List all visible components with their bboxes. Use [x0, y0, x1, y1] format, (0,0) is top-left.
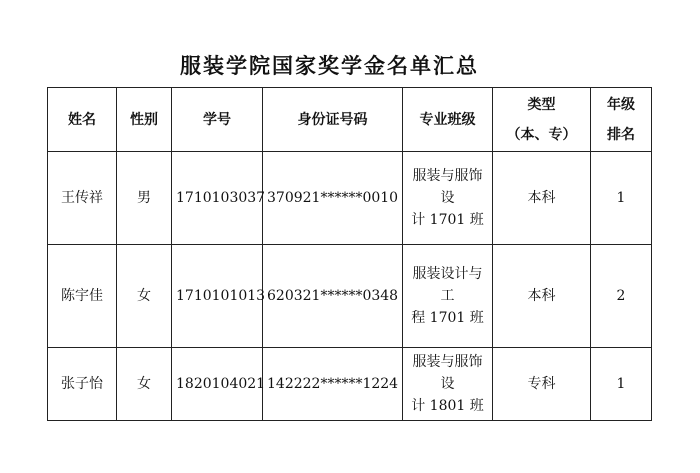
header-type-line2: （本、专） — [506, 126, 577, 143]
header-type-line1: 类型 — [527, 96, 556, 113]
cell-gender: 女 — [117, 348, 172, 421]
header-major-class: 专业班级 — [403, 88, 493, 152]
document-title: 服装学院国家奖学金名单汇总 — [180, 53, 479, 78]
header-rank — [591, 88, 652, 152]
cell-name: 王传祥 — [48, 152, 117, 245]
cell-student-id: 1710101013 — [172, 245, 263, 348]
cell-major-line1: 服装与服饰设 — [412, 168, 483, 206]
cell-major-line1: 服装与服饰设 — [412, 354, 483, 392]
cell-student-id: 1710103037 — [172, 152, 263, 245]
cell-rank: 2 — [591, 245, 652, 348]
table-row — [48, 245, 652, 348]
cell-major-line2: 程 1701 班 — [411, 310, 484, 326]
cell-major-class — [403, 348, 493, 421]
cell-major-line1: 服装设计与工 — [412, 266, 483, 304]
cell-id-number: 620321******0348 — [263, 245, 403, 348]
cell-gender: 男 — [117, 152, 172, 245]
cell-rank: 1 — [591, 152, 652, 245]
cell-name: 陈宇佳 — [48, 245, 117, 348]
header-type — [493, 88, 591, 152]
scholarship-table — [47, 87, 652, 421]
cell-gender: 女 — [117, 245, 172, 348]
cell-major-line2: 计 1801 班 — [411, 398, 484, 414]
table-row — [48, 348, 652, 421]
header-id-number: 身份证号码 — [263, 88, 403, 152]
header-gender: 性别 — [117, 88, 172, 152]
cell-name: 张子怡 — [48, 348, 117, 421]
cell-id-number: 142222******1224 — [263, 348, 403, 421]
header-rank-line2: 排名 — [607, 126, 635, 143]
cell-major-class — [403, 245, 493, 348]
cell-type: 专科 — [493, 348, 591, 421]
table-row — [48, 152, 652, 245]
cell-type: 本科 — [493, 152, 591, 245]
table-header-row — [48, 88, 652, 152]
cell-id-number: 370921******0010 — [263, 152, 403, 245]
cell-type: 本科 — [493, 245, 591, 348]
header-name: 姓名 — [48, 88, 117, 152]
header-rank-line1: 年级 — [607, 96, 635, 113]
cell-major-class — [403, 152, 493, 245]
cell-student-id: 1820104021 — [172, 348, 263, 421]
cell-rank: 1 — [591, 348, 652, 421]
cell-major-line2: 计 1701 班 — [411, 212, 484, 228]
header-student-id: 学号 — [172, 88, 263, 152]
